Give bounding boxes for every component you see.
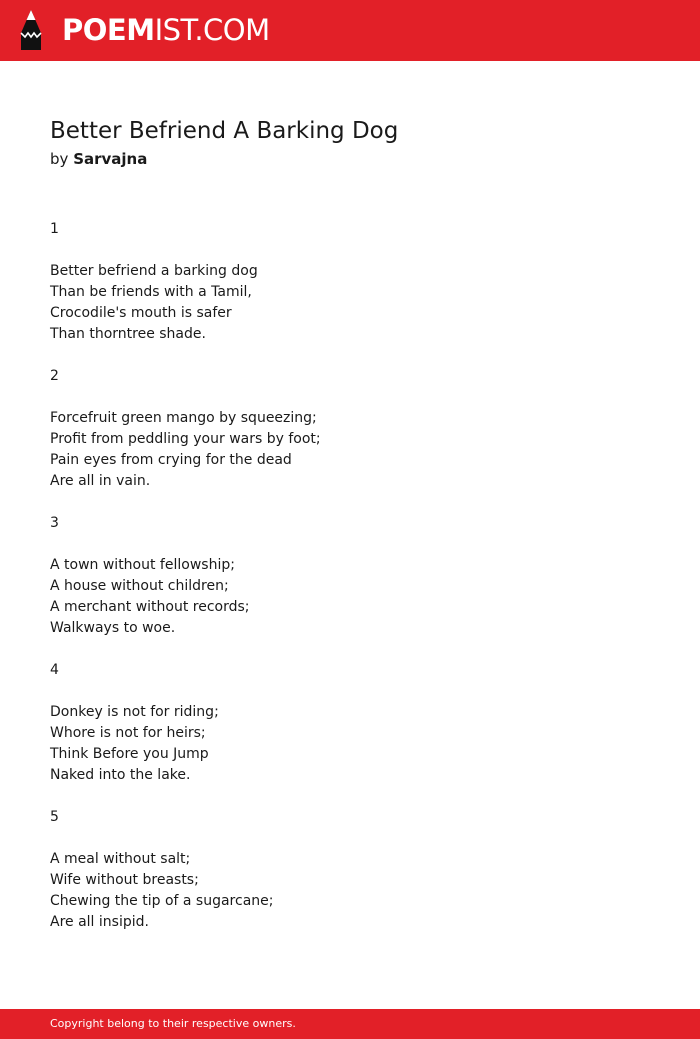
poem-line: Whore is not for heirs; [50, 725, 206, 741]
poem-line: Donkey is not for riding; [50, 704, 219, 720]
poem-line: Wife without breasts; [50, 872, 199, 888]
stanza-number: 4 [50, 662, 59, 678]
poem-line: Chewing the tip of a sugarcane; [50, 893, 274, 909]
brand-bold: POEM [62, 13, 155, 47]
pencil-tip-icon[interactable] [18, 9, 44, 51]
site-logo-text[interactable] [62, 13, 270, 47]
brand-light: IST.COM [154, 13, 270, 47]
poem-line: Than thorntree shade. [50, 326, 206, 342]
stanza-gap [50, 828, 650, 849]
stanza-number: 5 [50, 809, 59, 825]
poem-line: Profit from peddling your wars by foot; [50, 431, 321, 447]
poem-title: Better Befriend A Barking Dog [50, 118, 399, 144]
poem-line: Think Before you Jump [50, 746, 209, 762]
poem-line: A town without fellowship; [50, 557, 235, 573]
copyright-text: Copyright belong to their respective owners. [50, 1017, 296, 1030]
site-footer [0, 1009, 700, 1039]
poem-line: Walkways to woe. [50, 620, 176, 636]
stanza-number: 3 [50, 515, 59, 531]
poem-line: Naked into the lake. [50, 767, 191, 783]
stanza-gap [50, 345, 650, 366]
poem-line: Are all insipid. [50, 914, 149, 930]
poem-author: Sarvajna [73, 150, 148, 168]
poem-body [50, 219, 650, 933]
stanza-gap [50, 681, 650, 702]
poem-line: Forcefruit green mango by squeezing; [50, 410, 317, 426]
poem-line: Better befriend a barking dog [50, 263, 258, 279]
poem-line: A merchant without records; [50, 599, 250, 615]
site-header [0, 0, 700, 61]
stanza-number: 1 [50, 221, 59, 237]
stanza-gap [50, 240, 650, 261]
poem-line: Pain eyes from crying for the dead [50, 452, 292, 468]
stanza-gap [50, 387, 650, 408]
stanza-gap [50, 786, 650, 807]
poem-line: A house without children; [50, 578, 229, 594]
poem-line: Than be friends with a Tamil, [50, 284, 252, 300]
byline [50, 148, 147, 170]
poem-line: Are all in vain. [50, 473, 151, 489]
stanza-gap [50, 534, 650, 555]
poem-line: Crocodile's mouth is safer [50, 305, 232, 321]
stanza-gap [50, 492, 650, 513]
byline-prefix: by [50, 150, 69, 168]
stanza-number: 2 [50, 368, 59, 384]
stanza-gap [50, 639, 650, 660]
poem-line: A meal without salt; [50, 851, 191, 867]
